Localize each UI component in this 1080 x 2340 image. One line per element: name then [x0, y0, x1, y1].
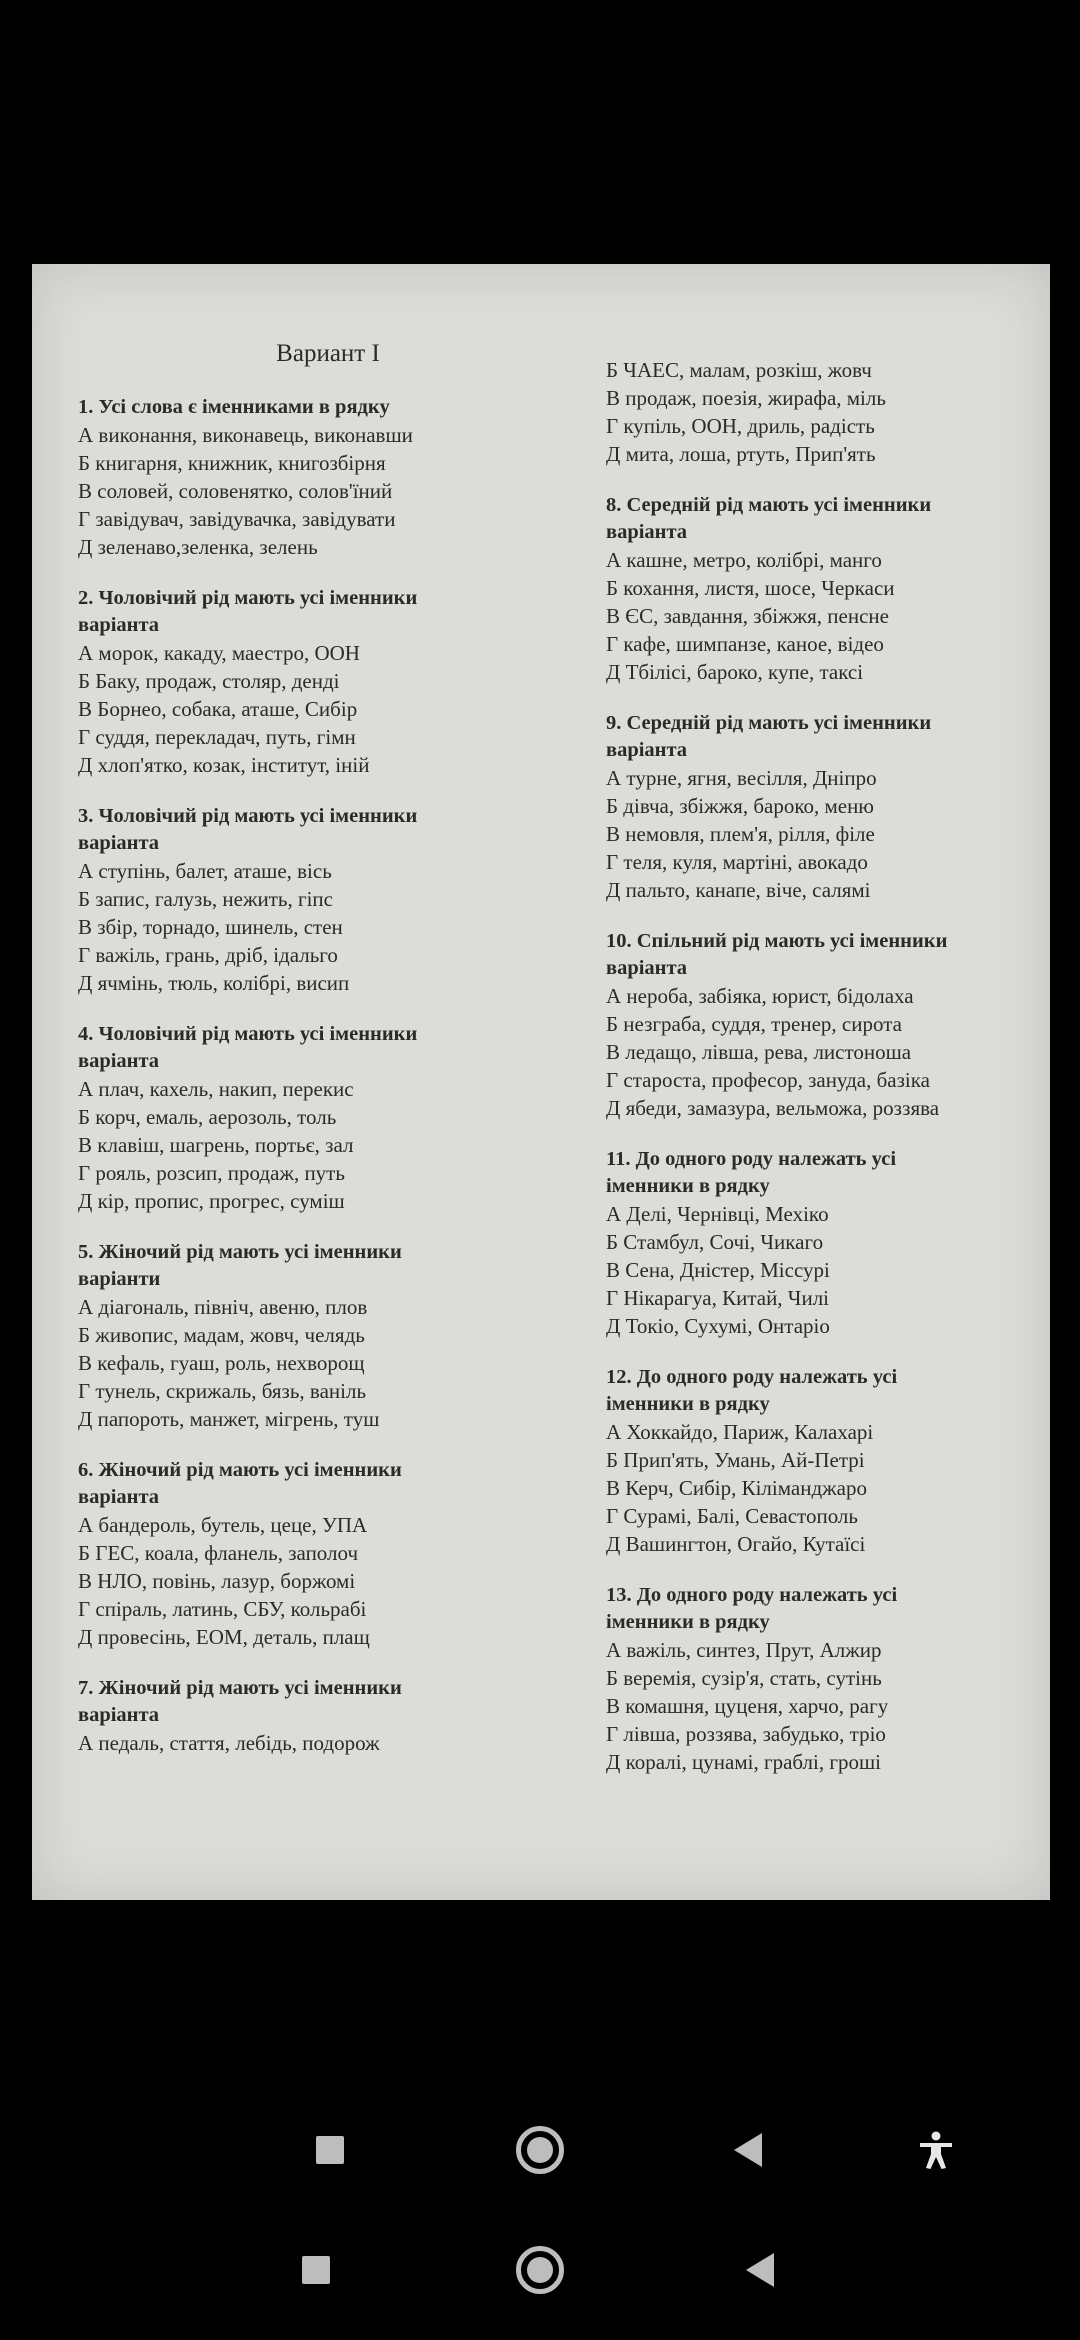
- answer-option: Д зеленаво,зеленка, зелень: [78, 535, 318, 559]
- answer-option: Б незграба, суддя, тренер, сирота: [606, 1012, 902, 1036]
- task-question: 12. До одного роду належать усі: [606, 1366, 898, 1388]
- answer-option: Д ябеди, замазура, вельможа, роззява: [606, 1096, 940, 1120]
- answer-option: В комашня, цуценя, харчо, рагу: [606, 1694, 889, 1718]
- task-question: варіанта: [78, 614, 160, 636]
- answer-option: Д пальто, канапе, віче, салямі: [606, 878, 871, 902]
- home-button-2[interactable]: [480, 2210, 600, 2330]
- answer-option: В соловей, соловенятко, солов'їний: [78, 479, 393, 503]
- task-item: [78, 1675, 558, 1757]
- task-question: 6. Жіночий рід мають усі іменники: [78, 1459, 402, 1481]
- answer-option: Г спіраль, латинь, СБУ, кольрабі: [78, 1597, 367, 1621]
- answer-option: Д коралі, цунамі, граблі, гроші: [606, 1750, 881, 1774]
- task-question: 4. Чоловічий рід мають усі іменники: [78, 1023, 418, 1045]
- answer-option: А важіль, синтез, Прут, Алжир: [606, 1638, 882, 1662]
- answer-option: Д мита, лоша, ртуть, Прип'ять: [606, 442, 876, 466]
- right-column: [606, 356, 1036, 1800]
- home-circle-icon: [516, 2126, 564, 2174]
- task-item: [78, 1457, 558, 1651]
- answer-option: Д ячмінь, тюль, колібрі, висип: [78, 971, 350, 995]
- task-item: [78, 1239, 558, 1433]
- task-question: варіанти: [78, 1268, 161, 1290]
- recents-square-icon: [302, 2256, 330, 2284]
- task-item: [606, 1364, 1036, 1558]
- task-question: іменники в рядку: [606, 1175, 770, 1197]
- task-question: 8. Середній рід мають усі іменники: [606, 494, 932, 516]
- answer-option: А морок, какаду, маестро, ООН: [78, 641, 360, 665]
- answer-option: Д кір, пропис, прогрес, суміш: [78, 1189, 345, 1213]
- answer-option: В продаж, поезія, жирафа, міль: [606, 386, 886, 410]
- recents-button[interactable]: [270, 2090, 390, 2210]
- answer-option: А ступінь, балет, аташе, вісь: [78, 859, 332, 883]
- home-circle-icon: [516, 2246, 564, 2294]
- answer-option: А турне, ягня, весілля, Дніпро: [606, 766, 877, 790]
- answer-option: В Керч, Сибір, Кіліманджаро: [606, 1476, 867, 1500]
- answer-option: А виконання, виконавець, виконавши: [78, 423, 413, 447]
- navigation-bar-bottom: [0, 2210, 1080, 2330]
- task-question: варіанта: [78, 1704, 160, 1726]
- answer-option: А кашне, метро, колібрі, манго: [606, 548, 882, 572]
- answer-option: Б ЧАЕС, малам, розкіш, жовч: [606, 358, 872, 382]
- home-button[interactable]: [480, 2090, 600, 2210]
- answer-option: А нероба, забіяка, юрист, бідолаха: [606, 984, 914, 1008]
- answer-option: Г лівша, роззява, забудько, тріо: [606, 1722, 886, 1746]
- task-item: [606, 710, 1036, 904]
- accessibility-button[interactable]: [876, 2090, 996, 2210]
- task-question: варіанта: [78, 1486, 160, 1508]
- answer-option: Г Нікарагуа, Китай, Чилі: [606, 1286, 830, 1310]
- answer-option: Д хлоп'ятко, козак, інститут, іній: [78, 753, 370, 777]
- answer-option: Б книгарня, книжник, книгозбірня: [78, 451, 386, 475]
- answer-option: В Сена, Дністер, Міссурі: [606, 1258, 830, 1282]
- answer-option: Б ГЕС, коала, фланель, заполоч: [78, 1541, 359, 1565]
- answer-option: Г рояль, розсип, продаж, путь: [78, 1161, 345, 1185]
- answer-option: Д Токіо, Сухумі, Онтаріо: [606, 1314, 830, 1338]
- answer-option: Г завідувач, завідувачка, завідувати: [78, 507, 396, 531]
- task-question: 7. Жіночий рід мають усі іменники: [78, 1677, 402, 1699]
- answer-option: Г староста, професор, зануда, базіка: [606, 1068, 930, 1092]
- task-question: варіанта: [78, 1050, 160, 1072]
- page-title: Вариант I: [276, 340, 380, 367]
- answer-option: В ЄС, завдання, збіжжя, пенсне: [606, 604, 889, 628]
- back-triangle-icon: [746, 2253, 774, 2287]
- task-item: [78, 803, 558, 997]
- answer-option: А бандероль, бутель, цеце, УПА: [78, 1513, 368, 1537]
- answer-option: Б дівча, збіжжя, бароко, меню: [606, 794, 874, 818]
- answer-option: Г кафе, шимпанзе, каное, відео: [606, 632, 884, 656]
- task-question: 9. Середній рід мають усі іменники: [606, 712, 932, 734]
- continued-options: [606, 356, 1036, 468]
- task-item: [606, 1582, 1036, 1776]
- answer-option: Б живопис, мадам, жовч, челядь: [78, 1323, 365, 1347]
- task-question: іменники в рядку: [606, 1611, 770, 1633]
- answer-option: А педаль, стаття, лебідь, подорож: [78, 1731, 380, 1755]
- task-item: [606, 1146, 1036, 1340]
- answer-option: Б Стамбул, Сочі, Чикаго: [606, 1230, 824, 1254]
- answer-option: А Хоккайдо, Париж, Калахарі: [606, 1420, 874, 1444]
- task-question: варіанта: [78, 832, 160, 854]
- document-photo: [32, 264, 1050, 1900]
- task-item: [78, 585, 558, 779]
- task-question: 1. Усі слова є іменниками в рядку: [78, 396, 390, 418]
- task-question: 2. Чоловічий рід мають усі іменники: [78, 587, 418, 609]
- task-question: 13. До одного роду належать усі: [606, 1584, 898, 1606]
- task-question: 5. Жіночий рід мають усі іменники: [78, 1241, 402, 1263]
- answer-option: В збір, торнадо, шинель, стен: [78, 915, 343, 939]
- answer-option: Б Прип'ять, Умань, Ай-Петрі: [606, 1448, 865, 1472]
- task-question: 10. Спільний рід мають усі іменники: [606, 930, 948, 952]
- answer-option: В клавіш, шагрень, портьє, зал: [78, 1133, 354, 1157]
- answer-option: В НЛО, повінь, лазур, боржомі: [78, 1569, 356, 1593]
- answer-option: Д папороть, манжет, мігрень, туш: [78, 1407, 380, 1431]
- answer-option: В ледащо, лівша, рева, листоноша: [606, 1040, 912, 1064]
- answer-option: А плач, кахель, накип, перекис: [78, 1077, 354, 1101]
- task-question: варіанта: [606, 739, 688, 761]
- task-item: [606, 928, 1036, 1122]
- answer-option: Г суддя, перекладач, путь, гімн: [78, 725, 356, 749]
- answer-option: В Борнео, собака, аташе, Сибір: [78, 697, 358, 721]
- task-item: [78, 394, 558, 561]
- task-question: 11. До одного роду належать усі: [606, 1148, 897, 1170]
- answer-option: Г важіль, грань, дріб, ідальго: [78, 943, 338, 967]
- task-question: 3. Чоловічий рід мають усі іменники: [78, 805, 418, 827]
- answer-option: В кефаль, гуаш, роль, нехворощ: [78, 1351, 365, 1375]
- accessibility-person-icon: [916, 2130, 956, 2170]
- answer-option: Д провесінь, ЕОМ, деталь, плащ: [78, 1625, 370, 1649]
- answer-option: Б Баку, продаж, столяр, денді: [78, 669, 340, 693]
- answer-option: Г Сурамі, Балі, Севастополь: [606, 1504, 858, 1528]
- task-question: іменники в рядку: [606, 1393, 770, 1415]
- answer-option: Д Тбілісі, бароко, купе, таксі: [606, 660, 864, 684]
- recents-button-2[interactable]: [256, 2210, 376, 2330]
- answer-option: В немовля, плем'я, рілля, філе: [606, 822, 875, 846]
- navigation-bar-top: [0, 2090, 1080, 2210]
- answer-option: Г купіль, ООН, дриль, радість: [606, 414, 875, 438]
- back-triangle-icon: [734, 2133, 762, 2167]
- back-button-2[interactable]: [700, 2210, 820, 2330]
- answer-option: Б запис, галузь, нежить, гіпс: [78, 887, 333, 911]
- task-item: [78, 1021, 558, 1215]
- answer-option: Б веремія, сузір'я, стать, сутінь: [606, 1666, 882, 1690]
- task-question: варіанта: [606, 957, 688, 979]
- recents-square-icon: [316, 2136, 344, 2164]
- answer-option: А Делі, Чернівці, Мехіко: [606, 1202, 829, 1226]
- answer-option: Б кохання, листя, шосе, Черкаси: [606, 576, 895, 600]
- answer-option: Б корч, емаль, аерозоль, толь: [78, 1105, 337, 1129]
- answer-option: Д Вашингтон, Огайо, Кутаїсі: [606, 1532, 866, 1556]
- left-column: [78, 340, 558, 1781]
- task-question: варіанта: [606, 521, 688, 543]
- answer-option: А діагональ, північ, авеню, плов: [78, 1295, 368, 1319]
- answer-option: Г теля, куля, мартіні, авокадо: [606, 850, 868, 874]
- answer-option: Г тунель, скрижаль, бязь, ваніль: [78, 1379, 367, 1403]
- back-button[interactable]: [688, 2090, 808, 2210]
- task-item: [606, 492, 1036, 686]
